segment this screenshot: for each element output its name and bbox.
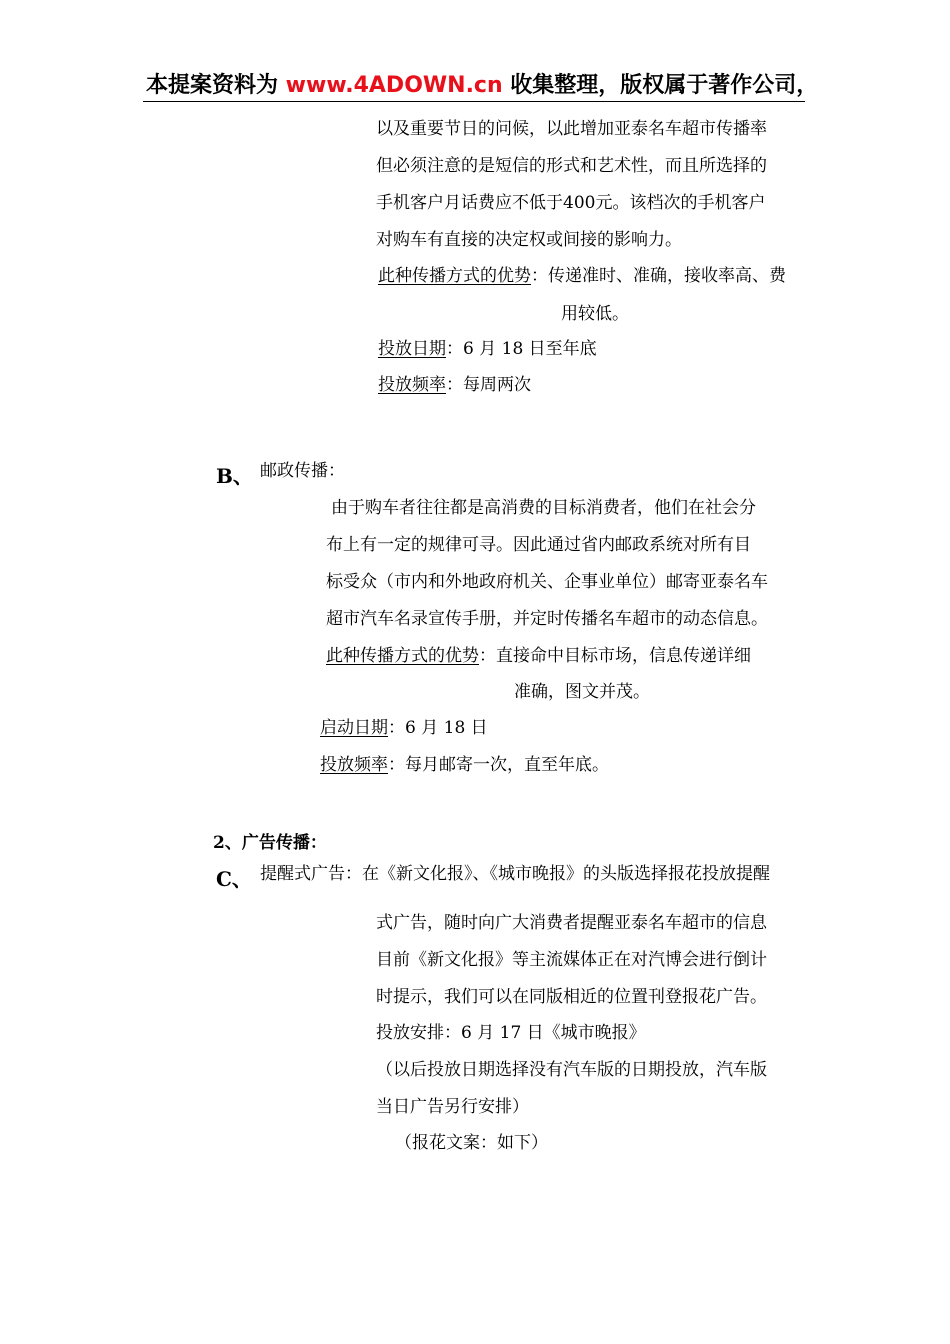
block-a-date <box>378 341 597 358</box>
header-suffix: 收集整理，版权属于著作公司， <box>502 73 819 98</box>
block-a-advantage-text: ：传递准时、准确，接收率高、费 <box>531 266 786 286</box>
section-2-heading: 2、广告传播： <box>213 833 327 853</box>
section-b-line-3: 标受众（市内和外地政府机关、企事业单位）邮寄亚泰名车 <box>326 572 768 592</box>
header-prefix: 本提案资料为 <box>146 73 286 98</box>
section-b-line-4: 超市汽车名录宣传手册，并定时传播名车超市的动态信息。 <box>326 609 768 629</box>
section-b-line-2: 布上有一定的规律可寻。因此通过省内邮政系统对所有目 <box>326 535 751 555</box>
section-b-line-1: 由于购车者往往都是高消费的目标消费者，他们在社会分 <box>331 498 756 518</box>
block-a-advantage <box>378 268 786 285</box>
section-b-marker: B、 <box>216 464 253 488</box>
block-a-date-label: 投放日期 <box>378 339 446 359</box>
block-a-advantage-cont: 用较低。 <box>561 304 629 324</box>
section-b-date-label: 启动日期 <box>320 718 388 738</box>
section-c-marker: C、 <box>216 867 252 891</box>
block-a-date-text: ：6 月 18 日至年底 <box>446 339 597 359</box>
block-a-freq-text: ：每周两次 <box>446 375 531 395</box>
section-b-advantage-text: ：直接命中目标市场，信息传递详细 <box>479 646 751 666</box>
section-c-line-6: 当日广告另行安排） <box>376 1097 529 1117</box>
block-a-line-4: 对购车有直接的决定权或间接的影响力。 <box>376 230 682 250</box>
section-c-line-2: 目前《新文化报》等主流媒体正在对汽博会进行倒计 <box>376 950 767 970</box>
section-c-line-4: 投放安排：6 月 17 日《城市晚报》 <box>376 1023 646 1043</box>
section-c-line-3: 时提示，我们可以在同版相近的位置刊登报花广告。 <box>376 987 767 1007</box>
section-b-title: 邮政传播： <box>260 461 345 481</box>
block-a-line-2: 但必须注意的是短信的形式和艺术性，而且所选择的 <box>376 156 767 176</box>
section-b-advantage-label: 此种传播方式的优势 <box>326 646 479 666</box>
section-b-advantage <box>326 648 751 665</box>
section-c-line-5: （以后投放日期选择没有汽车版的日期投放，汽车版 <box>376 1060 767 1080</box>
block-a-line-3: 手机客户月话费应不低于400元。该档次的手机客户 <box>376 193 766 213</box>
document-header <box>146 68 818 99</box>
section-b-frequency <box>320 757 609 774</box>
block-a-line-1: 以及重要节日的问候，以此增加亚泰名车超市传播率 <box>376 119 767 139</box>
block-a-frequency <box>378 377 531 394</box>
section-b-date-text: ：6 月 18 日 <box>388 718 488 738</box>
section-b-freq-text: ：每月邮寄一次，直至年底。 <box>388 755 609 775</box>
block-a-freq-label: 投放频率 <box>378 375 446 395</box>
section-c-line-1: 式广告，随时向广大消费者提醒亚泰名车超市的信息 <box>376 913 767 933</box>
header-rule <box>143 101 805 102</box>
header-url[interactable]: www.4ADOWN.cn <box>285 73 503 98</box>
section-b-freq-label: 投放频率 <box>320 755 388 775</box>
section-b-advantage-cont: 准确，图文并茂。 <box>514 682 650 702</box>
section-c-note: （报花文案：如下） <box>395 1133 548 1153</box>
section-c-first-line: 提醒式广告：在《新文化报》、《城市晚报》的头版选择报花投放提醒 <box>260 864 770 884</box>
block-a-advantage-label: 此种传播方式的优势 <box>378 266 531 286</box>
section-b-date <box>320 720 488 737</box>
